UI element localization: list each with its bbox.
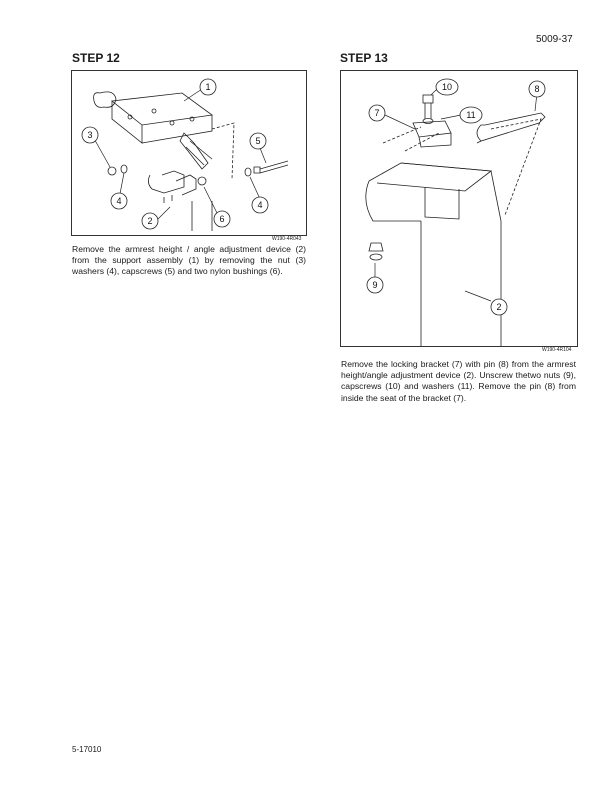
- callout-4b-label: 4: [257, 200, 263, 210]
- step-12-figure: [71, 70, 307, 236]
- callout-6-label: 6: [219, 214, 225, 224]
- callout-3-label: 3: [87, 130, 93, 140]
- step-13-figure: [340, 70, 578, 347]
- step-13-callouts: [367, 79, 545, 315]
- step-13-description: Remove the locking bracket (7) with pin (8) from the armrest height/angle adjustment device (2). Unscrew thetwo nuts (9), capscrews (10) and washers (11). Remove the pin (8) from inside the seat of the bracket (7).: [341, 359, 576, 403]
- callout-10-label: 10: [441, 82, 453, 92]
- callout-11-label: 11: [466, 110, 476, 120]
- callout-9-label: 9: [372, 280, 378, 290]
- step-12-description: Remove the armrest height / angle adjustment device (2) from the support assembly (1) by removing the nut (3) washers (4), capscrews (5) and two nylon bushings (6).: [72, 244, 306, 277]
- callout-2-label: 2: [496, 302, 502, 312]
- step-13-figure-ref: W190-4R104: [542, 347, 572, 353]
- step-12-title: STEP 12: [72, 51, 120, 65]
- page-number: 5009-37: [536, 34, 573, 45]
- armrest-adjustment-illustration: [72, 71, 306, 235]
- step-12-figure-ref: W190-4R043: [272, 236, 302, 242]
- step-13-title: STEP 13: [340, 51, 388, 65]
- callout-4-label: 4: [116, 196, 122, 206]
- callout-7-label: 7: [374, 108, 380, 118]
- callout-2-label: 2: [147, 216, 153, 226]
- callout-5-label: 5: [255, 136, 261, 146]
- callout-8-label: 8: [534, 84, 540, 94]
- locking-bracket-illustration: [341, 71, 577, 346]
- callout-1-label: 1: [205, 82, 211, 92]
- footer-code: 5-17010: [72, 745, 102, 754]
- step-12-callouts: [82, 79, 268, 229]
